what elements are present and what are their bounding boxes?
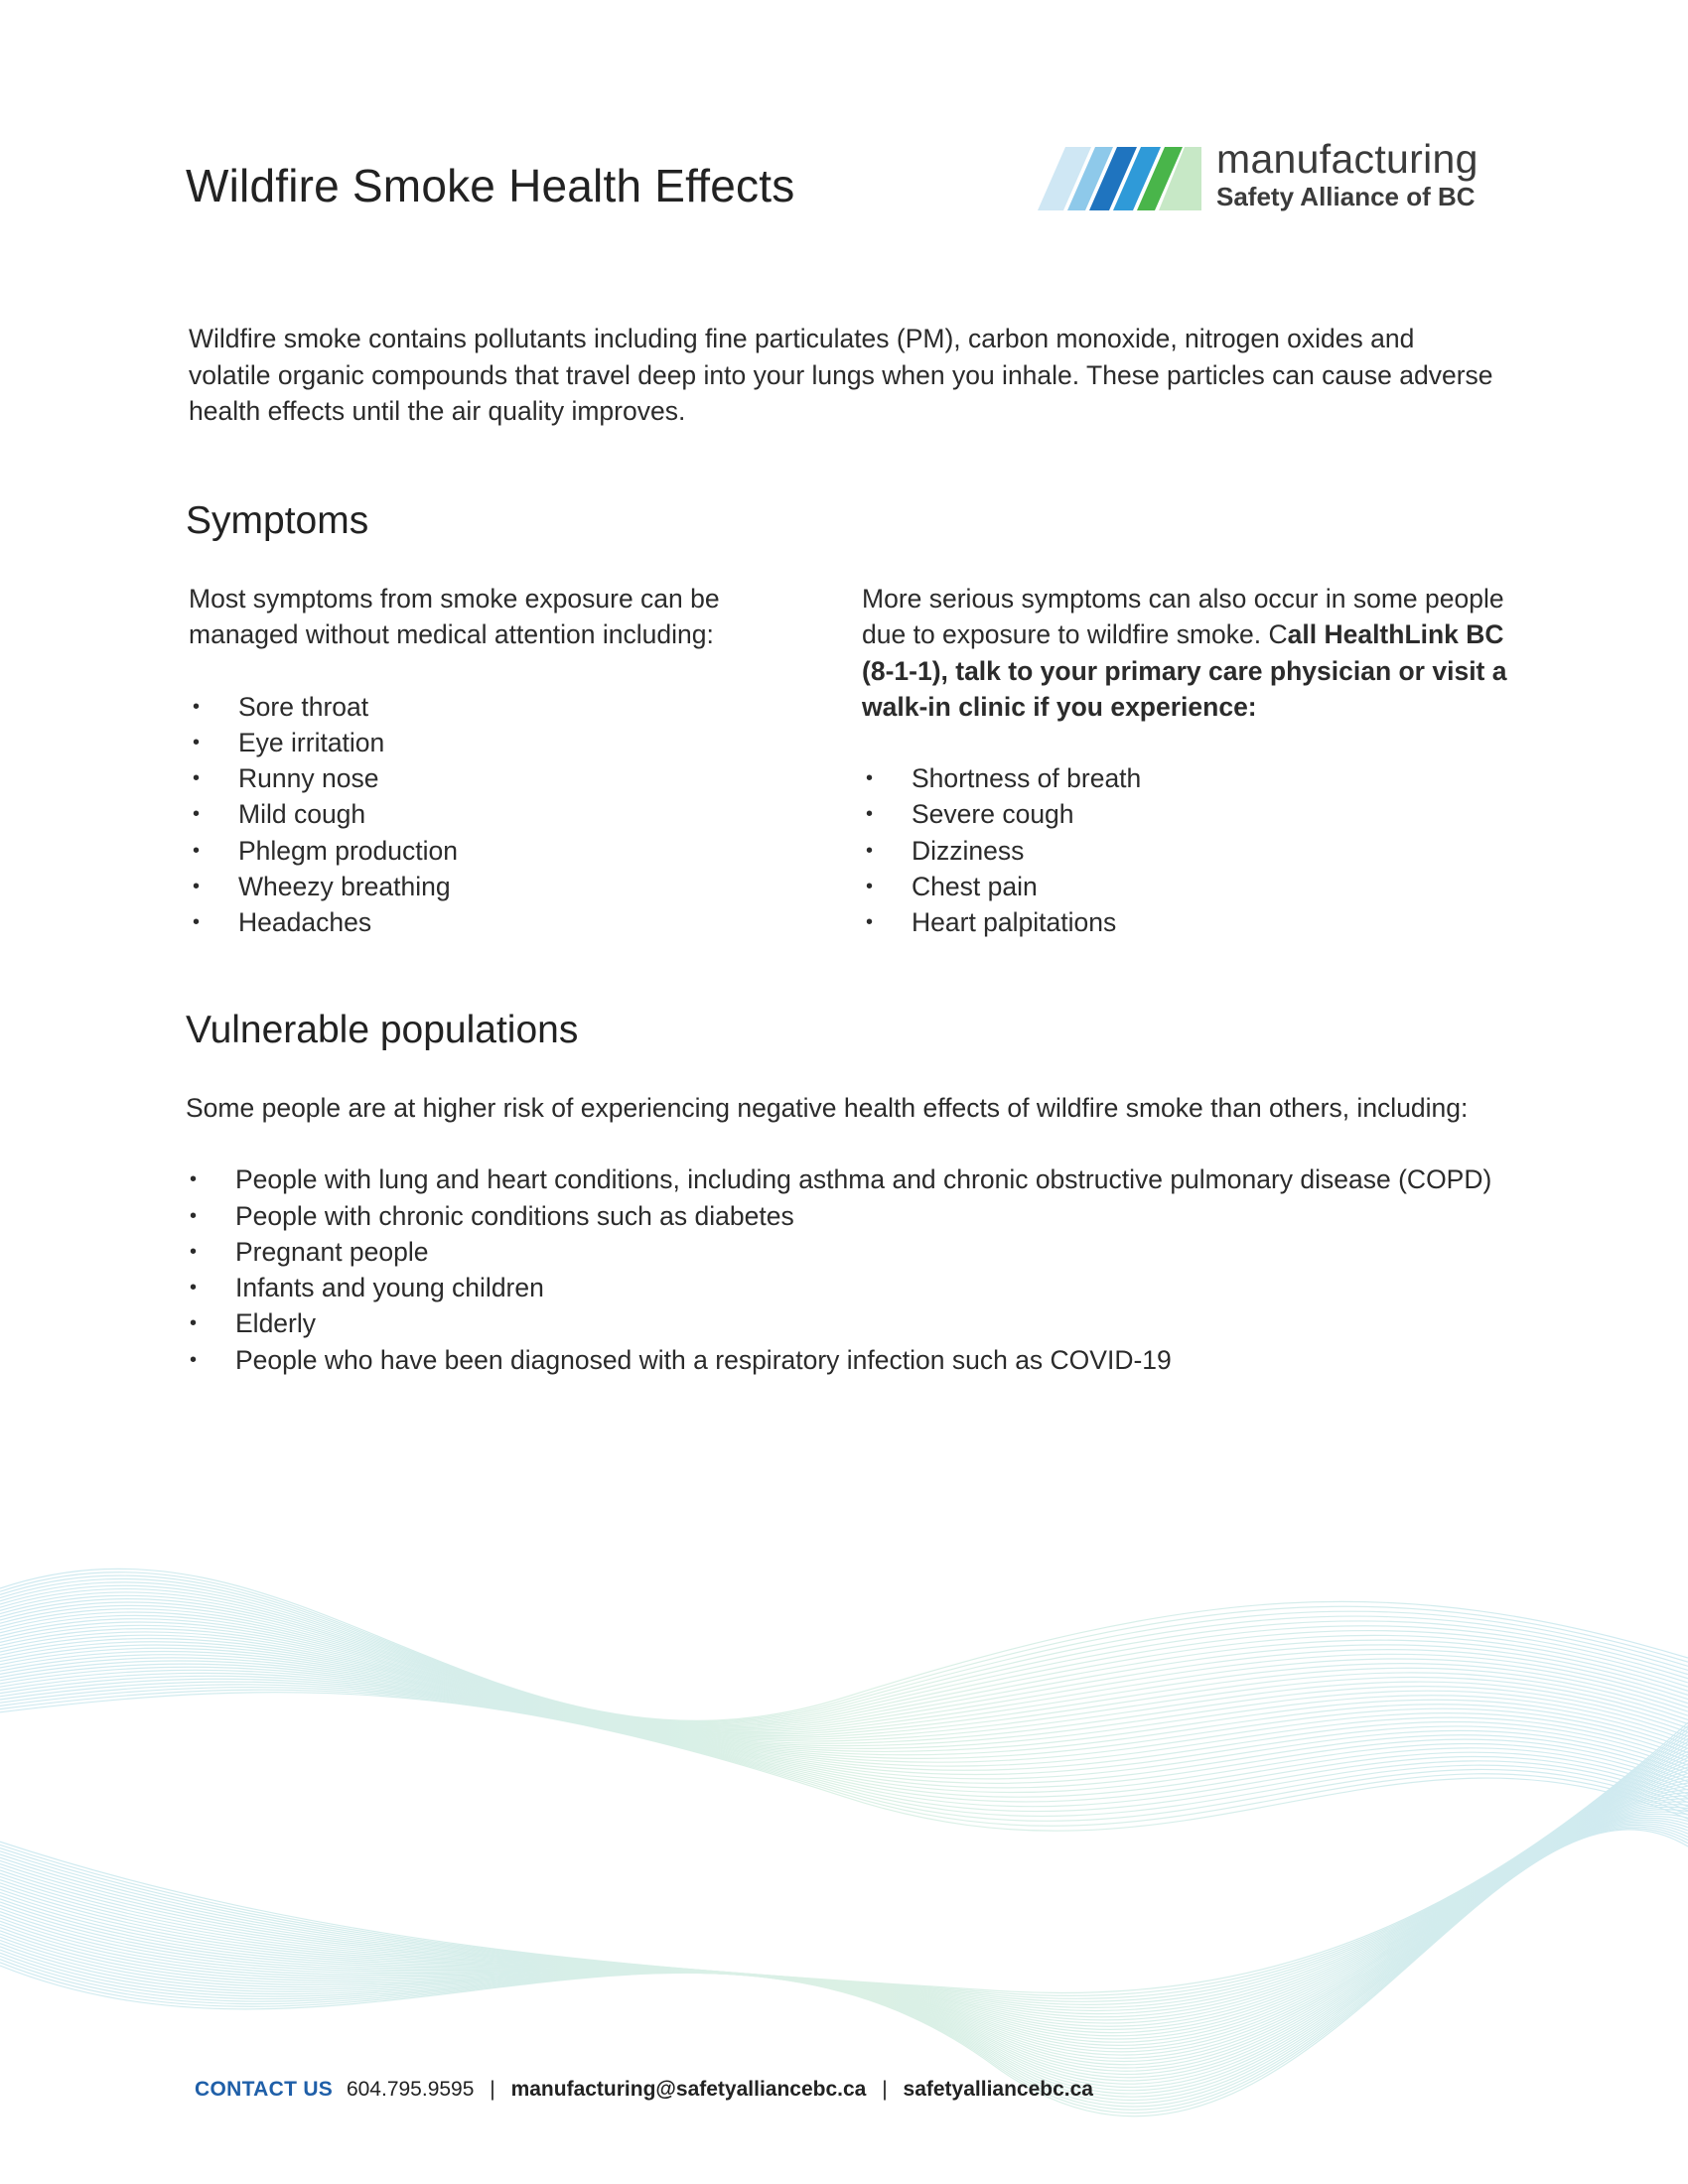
page-title: Wildfire Smoke Health Effects [186, 160, 795, 211]
list-item [186, 1161, 1506, 1197]
list-item-text: Chest pain [912, 872, 1038, 902]
list-item [862, 869, 1507, 904]
bullet-icon: • [193, 876, 201, 898]
list-item [189, 904, 804, 940]
bullet-icon: • [193, 839, 201, 862]
bullet-icon: • [866, 911, 874, 934]
list-item [862, 760, 1507, 796]
list-item [186, 1270, 1506, 1305]
footer-website-link[interactable]: safetyalliancebc.ca [903, 2078, 1093, 2101]
list-item [189, 869, 804, 904]
list-item [189, 725, 804, 760]
bullet-icon: • [190, 1204, 198, 1227]
bullet-icon: • [866, 839, 874, 862]
bullet-icon: • [190, 1348, 198, 1371]
list-item [186, 1198, 1506, 1234]
footer-contact [195, 2078, 1093, 2102]
mild-symptoms-intro: Most symptoms from smoke exposure can be managed without medical attention including: [189, 584, 720, 650]
contact-label: CONTACT US [195, 2078, 334, 2101]
bullet-icon: • [190, 1277, 198, 1299]
list-item-text: People with chronic conditions such as diabetes [235, 1200, 794, 1231]
list-item-text: Severe cough [912, 799, 1074, 830]
bullet-icon: • [866, 876, 874, 898]
list-item [186, 1342, 1506, 1378]
list-item-text: Headaches [238, 907, 372, 938]
list-item-text: Shortness of breath [912, 763, 1142, 794]
list-item-text: Infants and young children [235, 1273, 544, 1303]
list-item-text: People who have been diagnosed with a respiratory infection such as COVID-19 [235, 1344, 1172, 1375]
serious-symptoms-list [862, 760, 1507, 940]
list-item [189, 796, 804, 832]
list-item [189, 689, 804, 725]
serious-intro-text: More serious symptoms can also occur in some people due to exposure to wildfire smoke. C [862, 584, 1504, 650]
bullet-icon: • [866, 803, 874, 826]
logo-wordmark: manufacturing [1216, 136, 1478, 182]
list-item-text: Elderly [235, 1308, 317, 1339]
serious-symptoms-column [862, 581, 1507, 941]
list-item-text: Phlegm production [238, 835, 458, 866]
serious-intro-callout: all HealthLink BC (8-1-1), talk to your primary care physician or visit a walk-in clinic if you experience: [862, 619, 1507, 722]
logo-subtitle: Safety Alliance of BC [1216, 182, 1476, 211]
list-item-text: Eye irritation [238, 727, 385, 757]
bullet-icon: • [190, 1168, 198, 1191]
vulnerable-intro: Some people are at higher risk of experiencing negative health effects of wildfire smoke than others, including: [186, 1093, 1469, 1123]
list-item [862, 904, 1507, 940]
footer-separator: | [882, 2078, 888, 2101]
list-item [186, 1305, 1506, 1341]
vulnerable-heading: Vulnerable populations [186, 1009, 579, 1051]
list-item [186, 1234, 1506, 1270]
logo-mark-icon [1038, 147, 1201, 210]
bullet-icon: • [866, 767, 874, 790]
bullet-icon: • [193, 803, 201, 826]
list-item-text: Mild cough [238, 799, 366, 830]
vulnerable-section [186, 1090, 1506, 1378]
list-item-text: People with lung and heart conditions, including asthma and chronic obstructive pulmonary disease (COPD) [235, 1164, 1492, 1195]
footer-email-link[interactable]: manufacturing@safetyalliancebc.ca [510, 2078, 867, 2101]
bullet-icon: • [193, 767, 201, 790]
brand-logo [1038, 136, 1504, 218]
footer-phone[interactable]: 604.795.9595 [346, 2078, 475, 2101]
list-item [189, 833, 804, 869]
serious-symptoms-intro [862, 581, 1507, 725]
list-item-text: Wheezy breathing [238, 872, 451, 902]
list-item-text: Sore throat [238, 691, 369, 722]
list-item-text: Runny nose [238, 763, 379, 794]
list-item [189, 760, 804, 796]
bullet-icon: • [190, 1312, 198, 1335]
list-item-text: Heart palpitations [912, 907, 1117, 938]
bullet-icon: • [193, 731, 201, 753]
vulnerable-list [186, 1161, 1506, 1378]
mild-symptoms-column [189, 581, 804, 941]
footer-separator: | [490, 2078, 495, 2101]
intro-paragraph: Wildfire smoke contains pollutants including fine particulates (PM), carbon monoxide, nitrogen oxides and volatile organic compounds that travel deep into your lungs when you inhale. These particles can cause adverse health effects until the air quality improves. [189, 324, 1493, 426]
list-item [862, 833, 1507, 869]
mild-symptoms-list [189, 689, 804, 941]
bullet-icon: • [193, 911, 201, 934]
list-item [862, 796, 1507, 832]
symptoms-heading: Symptoms [186, 499, 369, 542]
bullet-icon: • [190, 1240, 198, 1263]
list-item-text: Pregnant people [235, 1236, 429, 1267]
bullet-icon: • [193, 695, 201, 718]
list-item-text: Dizziness [912, 835, 1025, 866]
